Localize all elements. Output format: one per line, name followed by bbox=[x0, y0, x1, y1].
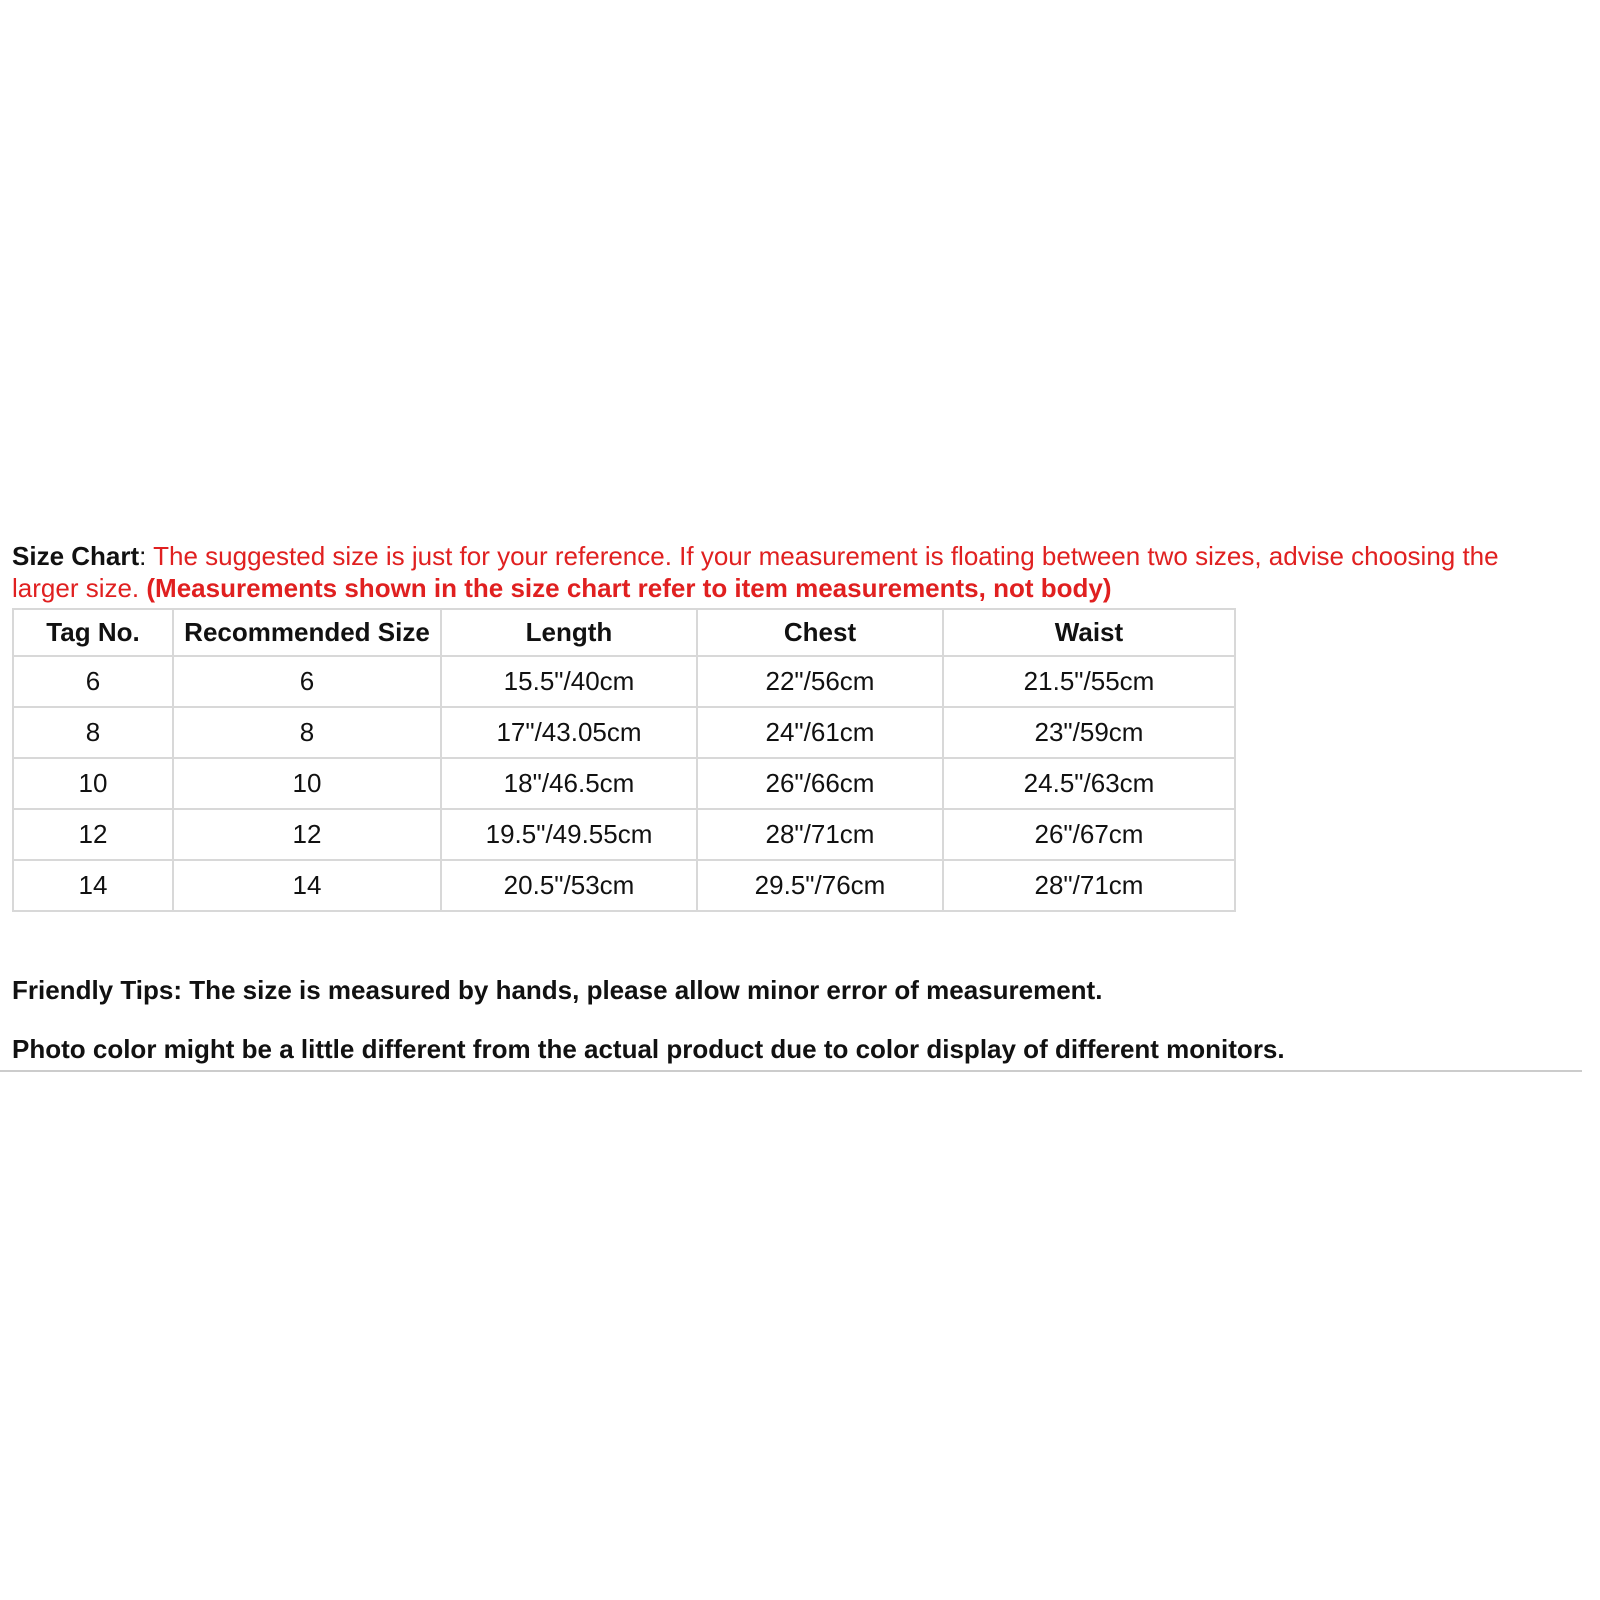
cell-tag-no: 14 bbox=[13, 860, 173, 911]
cell-length: 18"/46.5cm bbox=[441, 758, 697, 809]
cell-waist: 28"/71cm bbox=[943, 860, 1235, 911]
photo-color-note: Photo color might be a little different from the actual product due to color display of different monitors. bbox=[12, 1034, 1285, 1064]
header-tag-no: Tag No. bbox=[13, 609, 173, 656]
cell-tag-no: 8 bbox=[13, 707, 173, 758]
table-row bbox=[13, 809, 1235, 860]
size-table bbox=[12, 608, 1236, 912]
table-row bbox=[13, 656, 1235, 707]
size-chart-note-bold: (Measurements shown in the size chart refer to item measurements, not body) bbox=[146, 573, 1112, 603]
cell-recommended-size: 14 bbox=[173, 860, 441, 911]
size-chart-section bbox=[12, 540, 1572, 912]
table-row bbox=[13, 860, 1235, 911]
cell-chest: 29.5"/76cm bbox=[697, 860, 943, 911]
cell-waist: 26"/67cm bbox=[943, 809, 1235, 860]
cell-chest: 26"/66cm bbox=[697, 758, 943, 809]
cell-recommended-size: 10 bbox=[173, 758, 441, 809]
cell-length: 15.5"/40cm bbox=[441, 656, 697, 707]
size-chart-label: Size Chart bbox=[12, 541, 140, 571]
cell-chest: 22"/56cm bbox=[697, 656, 943, 707]
table-row bbox=[13, 707, 1235, 758]
header-waist: Waist bbox=[943, 609, 1235, 656]
friendly-tips-text: Friendly Tips: The size is measured by hands, please allow minor error of measurement. bbox=[12, 975, 1103, 1005]
table-header-row bbox=[13, 609, 1235, 656]
header-length: Length bbox=[441, 609, 697, 656]
cell-length: 17"/43.05cm bbox=[441, 707, 697, 758]
header-recommended-size: Recommended Size bbox=[173, 609, 441, 656]
header-chest: Chest bbox=[697, 609, 943, 656]
cell-recommended-size: 6 bbox=[173, 656, 441, 707]
cell-tag-no: 10 bbox=[13, 758, 173, 809]
cell-chest: 24"/61cm bbox=[697, 707, 943, 758]
divider bbox=[0, 1070, 1582, 1072]
cell-recommended-size: 8 bbox=[173, 707, 441, 758]
cell-tag-no: 6 bbox=[13, 656, 173, 707]
table-row bbox=[13, 758, 1235, 809]
cell-length: 19.5"/49.55cm bbox=[441, 809, 697, 860]
cell-length: 20.5"/53cm bbox=[441, 860, 697, 911]
cell-waist: 21.5"/55cm bbox=[943, 656, 1235, 707]
size-chart-note: The suggested size is just for your reference. If your measurement is floating between two sizes, advise choosing the larger size. bbox=[12, 541, 1499, 603]
cell-chest: 28"/71cm bbox=[697, 809, 943, 860]
cell-waist: 23"/59cm bbox=[943, 707, 1235, 758]
cell-waist: 24.5"/63cm bbox=[943, 758, 1235, 809]
size-chart-colon: : bbox=[139, 541, 147, 571]
cell-tag-no: 12 bbox=[13, 809, 173, 860]
cell-recommended-size: 12 bbox=[173, 809, 441, 860]
size-chart-intro bbox=[12, 540, 1572, 604]
